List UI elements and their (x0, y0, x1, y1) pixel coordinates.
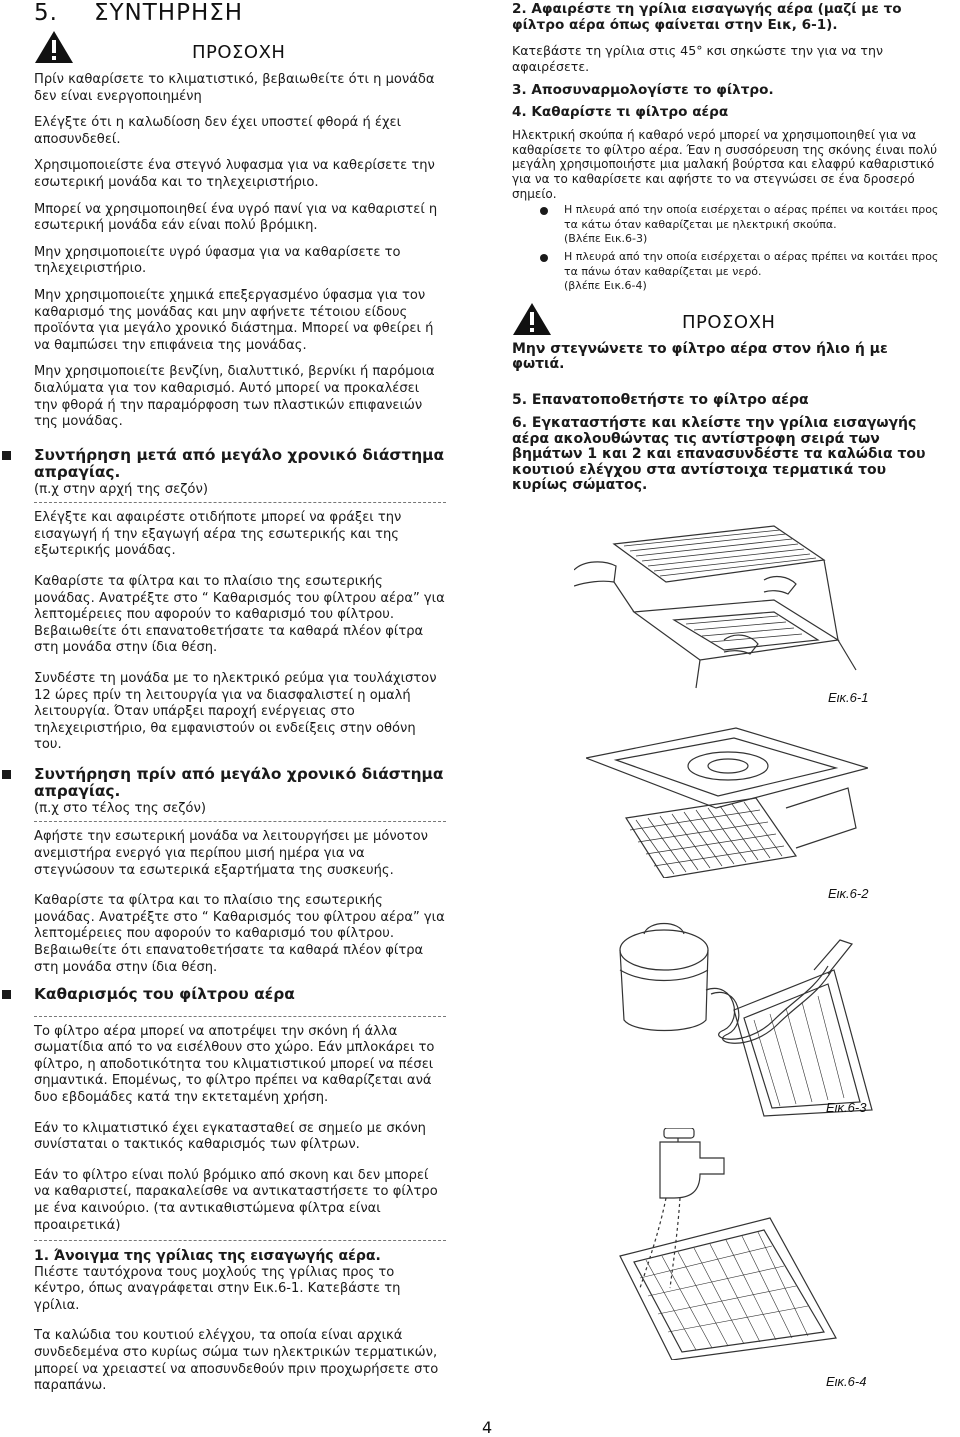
section-subheading: (π.χ στο τέλος της σεζόν) (34, 800, 206, 816)
paragraph: Ηλεκτρική σκούπα ή καθαρό νερό μπορεί να χρησιμοποιηθεί για να καθαρίσετε το φίλτρο αέρα. Έαν η συσσόρευση της σκόνης έιναι πολύ μεγάλη χρησιμοποιήστε μια μαλακή βούρτσα και ελαφρύ καθαριστικό για να το καθαρίσετε και αφήστε το να στεγνώσει σε ένα δροσερό σημείο. (512, 128, 938, 201)
figure-caption: Εικ.6-1 (828, 690, 869, 705)
figure-grille-removal (574, 520, 858, 690)
page-number: 4 (482, 1418, 493, 1437)
divider (34, 821, 446, 822)
paragraph: Καθαρίστε τα φίλτρα και το πλαίσιο της εσωτερικής μονάδας. Ανατρέξτε στο “ Καθαρισμός του φίλτρου αέρα” για λεπτομέρειες που αφορούν το καθαρισμό του φίλτρου. Βεβαιωθείτε ότι επανατοθετήσατε τα καθαρά πλέον φίτρα στη μονάδα στην ίδια θέση. (34, 573, 445, 656)
paragraph: Χρησιμοποιείστε ένα στεγνό λυφασμα για να καθερίσετε την εσωτερική μονάδα και το τηλεχειριστήριο. (34, 158, 435, 190)
section-heading (34, 986, 446, 1004)
step-heading: 3. Αποσυναρμολογίστε το φίλτρο. (512, 82, 774, 99)
figure-caption: Εικ.6-2 (828, 886, 869, 901)
paragraph: Τα καλώδια του κουτιού ελέγχου, τα οποία είναι αρχικά συνδεδεμένα στο κυρίως σώμα των ηλεκτρικών τερματικών, μπορεί να χρειαστεί να αποσυνδεθούν πριν προχωρήσετε στο παραπάνω. (34, 1328, 439, 1394)
list-item (512, 250, 942, 293)
list-item (512, 203, 942, 246)
figure-caption: Εικ.6-3 (826, 1100, 867, 1115)
paragraph: Αφήστε την εσωτερική μονάδα να λειτουργήσει με μόνοτον ανεμιστήρα ενεργό για περίπου μισή ημέρα για να στεγνώσουν τα εσωτερικά εξαρτήματα της συσκευής. (34, 829, 428, 878)
section-number: 5. (34, 0, 58, 26)
paragraph: Μην χρησιμοποιείτε βενζίνη, διαλυττικό, βερνίκι ή παρόμοια διαλύματα για τον καθαρισμό. Αυτό μπορεί να προκαλέσει την φθορά ή την παραμόρφοση των πλαστικών επιφανειών της μονάδας. (34, 364, 435, 430)
step-heading: 2. Αφαιρέστε τη γρίλια εισαγωγής αέρα (μαζί με το φίλτρο αέρα όπως φαίνεται στην Εικ, 6-1). (512, 1, 902, 33)
warning-icon (34, 30, 74, 64)
square-bullet-icon (2, 990, 11, 999)
figure-vacuum-cleaning (614, 910, 874, 1120)
paragraph: Εάν το φίλτρο είναι πολύ βρόμικο από σκονη και δεν μπορεί να καθαριστεί, παρακαλείσθε να αντικαταστήσετε το φίλτρο με ένα καινούριο. (τα αντικαθιστώμενα φίλτρα είναι προαιρετικά) (34, 1167, 438, 1233)
figure-filter-removal (586, 708, 868, 878)
caution-title: ΠΡΟΣΟΧΗ (192, 42, 286, 63)
caution-title: ΠΡΟΣΟΧΗ (682, 311, 776, 333)
caution-block (34, 30, 446, 72)
paragraph: Μπορεί να χρησιμοποιηθεί ένα υγρό πανί για να καθαριστεί η εσωτερική μονάδα εάν είναι πολύ βρόμικη. (34, 201, 438, 234)
section-heading-text: Καθαρισμός του φίλτρου αέρα (34, 985, 295, 1004)
section-subheading: (π.χ στην αρχή της σεζόν) (34, 481, 209, 497)
paragraph: Το φίλτρο αέρα μπορεί να αποτρέψει την σκόνη ή άλλα σωματίδια από το να εισέλθουν στο χώρο. Εάν μπλοκάρει το φίλτρο, η αποδοτικότητα του κλιματιστικού μπορεί να πέσει σημαντικά. Επομένως, το φίλτρο πρέπει να καθαρίζεται ανά δυο εβδομάδες κατά την εκτεταμένη χρήση. (34, 1023, 435, 1106)
square-bullet-icon (2, 451, 11, 460)
paragraph: Ελέγξτε και αφαιρέστε οτιδήποτε μπορεί να φράξει την εισαγωγή ή την εξαγωγή αέρα της εσωτερικής και της εξωτερικής μονάδας. (34, 510, 402, 559)
paragraph: Μην χρησιμοποιείτε υγρό ύφασμα για να καθαρίσετε το τηλεχειριστήριο. (34, 244, 401, 277)
divider (34, 1240, 446, 1241)
left-column (34, 30, 446, 1395)
section-heading-text: Συντήρηση πρίν από μεγάλο χρονικό διάστημα απραγίας. (34, 764, 444, 801)
square-bullet-icon (2, 770, 11, 779)
step-heading: 1. Άνοιγμα της γρίλιας της εισαγωγής αέρα. (34, 1248, 381, 1265)
section-heading (34, 447, 446, 482)
step-heading: 6. Εγκαταστήστε και κλείστε την γρίλια εισαγωγής αέρα ακολουθώντας τις αντίστροφη σειρά των βημάτων 1 και 2 και επανασυνδέστε τα καλώδια του κουτιού ελέγχου στα αντίστοιχα τερματικά του κυρίως σώματος. (512, 415, 926, 494)
paragraph: Ελέγξτε ότι η καλωδίοση δεν έχει υποστεί φθορά ή έχει αποσυνδεθεί. (34, 115, 402, 147)
figure-reference: (Βλέπε Εικ.6-3) (564, 231, 648, 245)
list-item-text: Η πλευρά από την οποία εισέρχεται ο αέρας πρέπει να κοιτάει προς τα πάνω όταν καθαρίζεται με νερό. (564, 250, 939, 278)
caution-text: Μην στεγνώνετε το φίλτρο αέρα στον ήλιο ή με φωτιά. (512, 340, 888, 373)
paragraph: Εάν το κλιματιστικό έχει εγκατασταθεί σε σημείο με σκόνη συνίσταται ο τακτικός καθαρισμός των φίλτρων. (34, 1120, 426, 1153)
paragraph: Πιέστε ταυτόχρονα τους μοχλούς της γρίλιας προς το κέντρο, όπως αναγράφεται στην Εικ.6-1. Κατεβάστε τη γρίλια. (34, 1264, 401, 1313)
paragraph: Μην χρησιμοποιείτε χημικά επεξεργασμένο ύφασμα για τον καθαρισμό της μονάδας και μην αφήνετε τέτοιου είδους προϊόντα για μεγάλο χρονικό διάστημα. Μπορεί να φθείρει ή να θαμπώσει την επιφάνεια της μονάδας. (34, 287, 434, 353)
section-heading (34, 766, 446, 801)
warning-icon (512, 302, 552, 336)
paragraph: Συνδέστε τη μονάδα με το ηλεκτρικό ρεύμα για τουλάχιστον 12 ώρες πρίν τη λειτουργία για να διασφαλιστεί η ομαλή λειτουργία. Όταν υπάρξει παροχή ενέργειας στο τηλεχειριστήριο, θα εμφανιστούν οι ενδείξεις στην οθόνη του. (34, 670, 437, 753)
bullet-dot-icon (540, 254, 548, 262)
paragraph: Καθαρίστε τα φίλτρα και το πλαίσιο της εσωτερικής μονάδας. Ανατρέξτε στο “ Καθαρισμός του φίλτρου αέρα” για λεπτομέρειες που αφορούν το καθαρισμό του φίλτρου. Βεβαιωθείτε ότι επανατοθετήσατε τα καθαρά πλέον φίτρα στη μονάδα στην ίδια θέση. (34, 893, 445, 975)
figure-reference: (βλέπε Εικ.6-4) (564, 279, 647, 293)
paragraph: Πρίν καθαρίσετε το κλιματιστικό, βεβαιωθείτε ότι η μονάδα δεν είναι ενεργοποιημένη (34, 72, 435, 104)
step-heading: 4. Καθαρίστε τι φίλτρο αέρα (512, 103, 729, 120)
step-heading: 5. Επανατοποθετήστε το φίλτρο αέρα (512, 391, 809, 408)
figure-water-rinse (600, 1128, 850, 1360)
section-title: ΣΥΝΤΗΡΗΣΗ (93, 0, 244, 26)
list-item-text: Η πλευρά από την οποία εισέρχεται ο αέρας πρέπει να κοιτάει προς τα κάτω όταν καθαρίζεται με ηλεκτρική σκούπα. (564, 203, 939, 231)
divider (34, 502, 446, 503)
bullet-dot-icon (540, 207, 548, 215)
figure-caption: Εικ.6-4 (826, 1374, 867, 1389)
divider (34, 1016, 446, 1017)
caution-block (512, 298, 942, 342)
right-column (512, 2, 942, 494)
page-title (34, 0, 243, 26)
section-heading-text: Συντήρηση μετά από μεγάλο χρονικό διάστημα απραγίας. (34, 445, 445, 482)
paragraph: Κατεβάστε τη γρίλια στις 45° κσι σηκώστε την για να την αφαιρέσετε. (512, 43, 884, 74)
